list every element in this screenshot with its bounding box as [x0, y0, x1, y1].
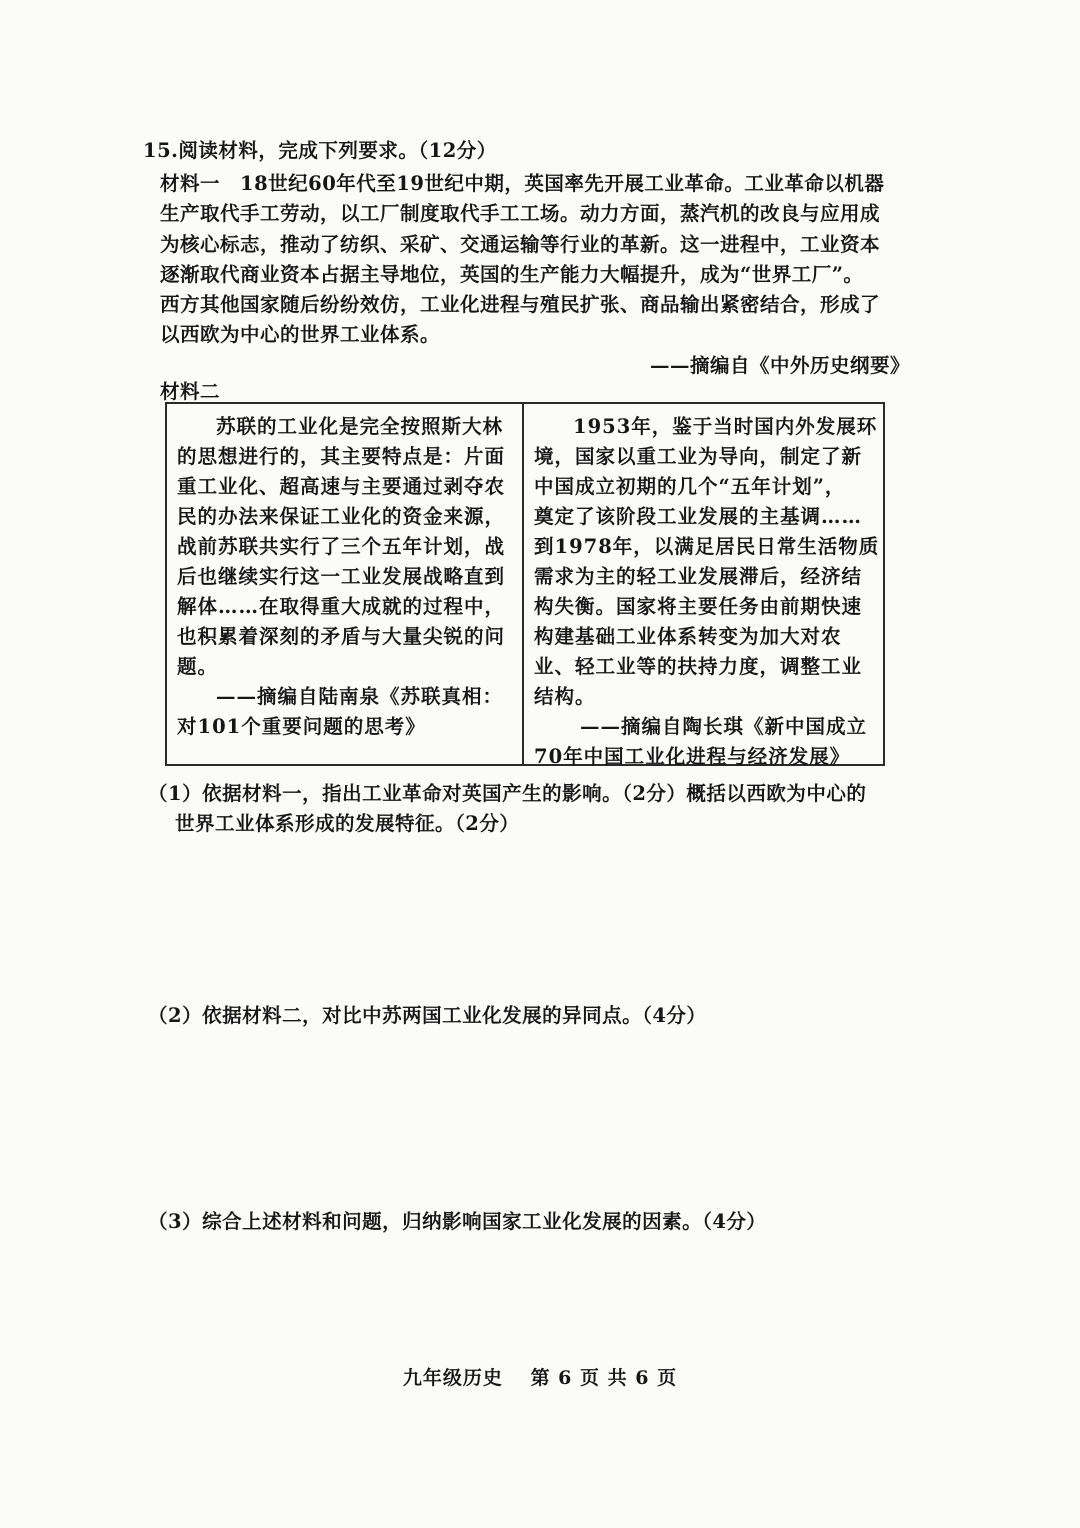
china-source-2: 70年中国工业化进程与经济发展》: [534, 745, 851, 768]
china-source-1: ——摘编自陶长琪《新中国成立: [579, 715, 867, 738]
china-line-7: 构失衡。国家将主要任务由前期快速: [534, 595, 863, 618]
soviet-line-1: 苏联的工业化是完全按照斯大林: [216, 415, 504, 438]
sub-question-1-line-1: （1）依据材料一，指出工业革命对英国产生的影响。（2分）概括以西欧为中心的: [148, 782, 867, 805]
sub-question-2: （2）依据材料二，对比中苏两国工业化发展的异同点。（4分）: [148, 1004, 707, 1027]
sub-question-3: （3）综合上述材料和问题，归纳影响国家工业化发展的因素。（4分）: [148, 1210, 767, 1233]
china-line-5: 到1978年，以满足居民日常生活物质: [534, 535, 880, 558]
material1-line-2: 生产取代手工劳动，以工厂制度取代手工工场。动力方面，蒸汽机的改良与应用成: [160, 202, 881, 225]
material1-line-4: 逐渐取代商业资本占据主导地位，英国的生产能力大幅提升，成为“世界工厂”。: [160, 263, 864, 286]
soviet-source-1: ——摘编自陆南泉《苏联真相：: [216, 685, 504, 708]
footer-subject: 九年级历史: [402, 1367, 503, 1389]
material1-line-6: 以西欧为中心的世界工业体系。: [160, 323, 441, 346]
soviet-line-2: 的思想进行的，其主要特点是：片面: [177, 445, 506, 468]
china-line-6: 需求为主的轻工业发展滞后，经济结: [534, 565, 863, 588]
soviet-source-2: 对101个重要问题的思考》: [177, 715, 426, 738]
soviet-line-4: 民的办法来保证工业化的资金来源，: [177, 505, 506, 528]
footer-page-number: 第 6 页 共 6 页: [530, 1367, 678, 1389]
material1-line-5: 西方其他国家随后纷纷效仿，工业化进程与殖民扩张、商品输出紧密结合，形成了: [160, 293, 881, 316]
soviet-line-6: 后也继续实行这一工业发展战略直到: [177, 565, 506, 588]
china-line-9: 业、轻工业等的扶持力度，调整工业: [534, 655, 863, 678]
china-line-3: 中国成立初期的几个“五年计划”，: [534, 475, 846, 498]
soviet-line-8: 也积累着深刻的矛盾与大量尖锐的问: [177, 625, 506, 648]
soviet-line-9: 题。: [177, 655, 219, 678]
material2-label: 材料二: [160, 380, 221, 403]
material1-line-1: 材料一 18世纪60年代至19世纪中期，英国率先开展工业革命。工业革命以机器: [160, 172, 885, 195]
soviet-line-5: 战前苏联共实行了三个五年计划，战: [177, 535, 506, 558]
china-line-4: 奠定了该阶段工业发展的主基调……: [534, 505, 863, 528]
china-line-10: 结构。: [534, 685, 596, 708]
material2-china-column: [524, 404, 883, 768]
china-line-2: 境，国家以重工业为导向，制定了新: [534, 445, 863, 468]
question-title: 15.阅读材料，完成下列要求。（12分）: [143, 139, 497, 162]
soviet-line-7: 解体……在取得重大成就的过程中，: [177, 595, 506, 618]
china-line-8: 构建基础工业体系转变为加大对农: [534, 625, 842, 648]
page-footer: [0, 1363, 1080, 1390]
soviet-line-3: 重工业化、超高速与主要通过剥夺农: [177, 475, 506, 498]
material2-table: [165, 402, 885, 766]
sub-question-1-line-2: 世界工业体系形成的发展特征。（2分）: [175, 812, 520, 835]
material2-soviet-column: [167, 404, 524, 764]
material1-line-3: 为核心标志，推动了纺织、采矿、交通运输等行业的革新。这一进程中，工业资本: [160, 233, 881, 256]
china-line-1: 1953年，鉴于当时国内外发展环: [573, 415, 878, 438]
material1-source: ——摘编自《中外历史纲要》: [649, 354, 910, 377]
